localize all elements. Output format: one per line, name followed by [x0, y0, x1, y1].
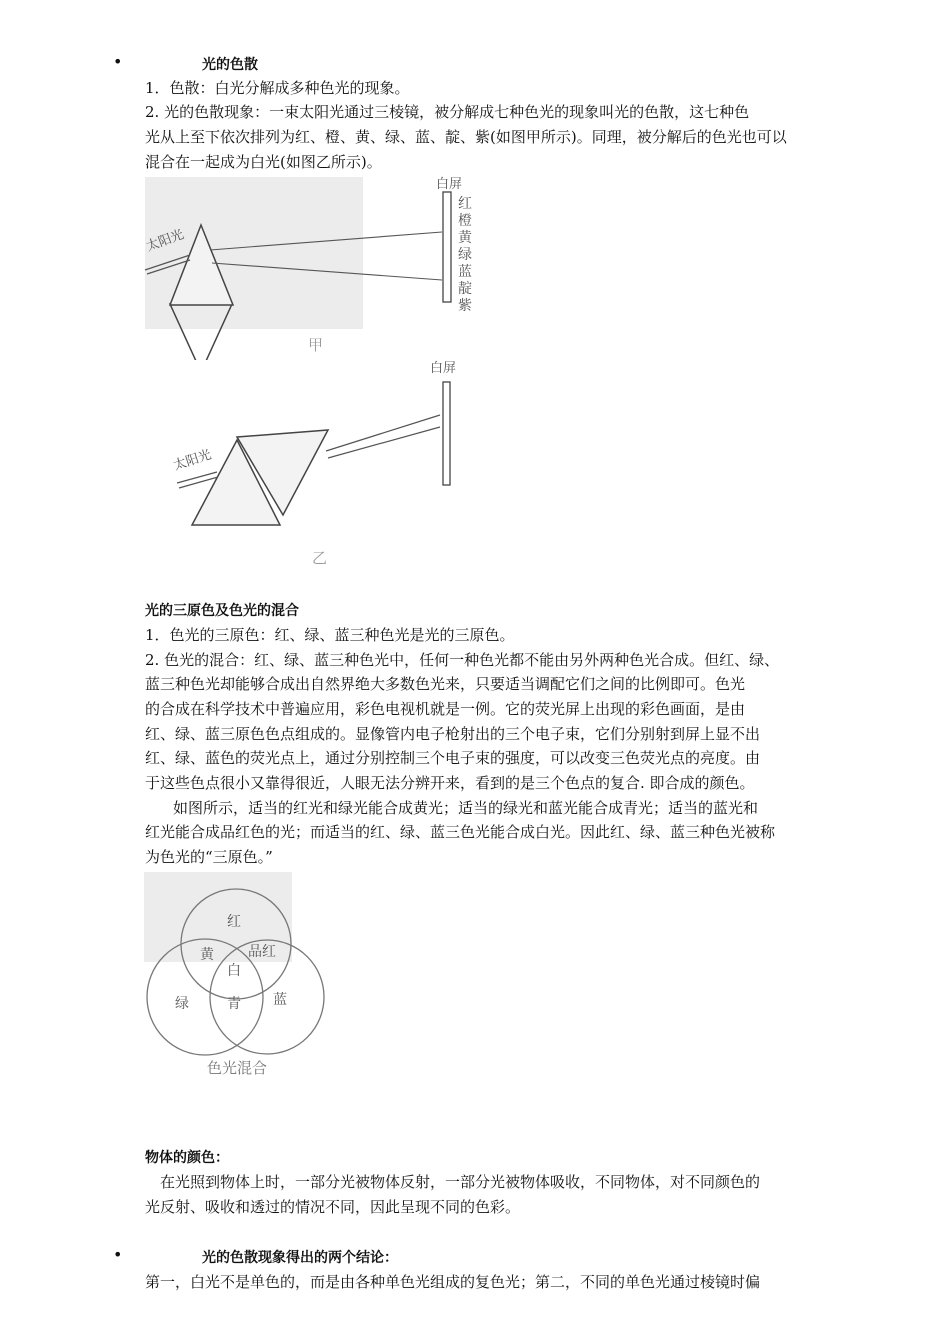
sunlight-label: 太阳光	[171, 447, 214, 474]
paragraph-line: 混合在一起成为白光(如图乙所示)。	[145, 153, 382, 171]
label-cyan: 青	[227, 996, 241, 1012]
spectrum-label: 橙	[458, 213, 472, 229]
paragraph-line: 红、绿、蓝色的荧光点上，通过分别控制三个电子束的强度，可以改变三色荧光点的亮度。由	[145, 749, 761, 767]
paragraph-line: 2. 色光的混合：红、绿、蓝三种色光中，任何一种色光都不能由另外两种色光合成。但红、绿、	[145, 651, 780, 669]
paragraph-line: 光从上至下依次排列为红、橙、黄、绿、蓝、靛、紫(如图甲所示)。同理，被分解后的色光也可以	[145, 128, 787, 146]
figure-prism-dispersion	[140, 175, 490, 360]
figure-caption: 甲	[308, 336, 324, 354]
bullet-marker: •	[113, 1245, 123, 1264]
white-screen	[443, 382, 450, 485]
white-screen	[443, 192, 451, 302]
sunlight-label: 太阳光	[144, 227, 187, 255]
label-green: 绿	[175, 996, 189, 1012]
paragraph-line: 2. 光的色散现象：一束太阳光通过三棱镜，被分解成七种色光的现象叫光的色散，这七种色	[145, 103, 750, 121]
label-red: 红	[227, 914, 241, 930]
paragraph-line: 如图所示，适当的红光和绿光能合成黄光；适当的绿光和蓝光能合成青光；适当的蓝光和	[173, 799, 759, 817]
spectrum-label: 绿	[458, 247, 472, 263]
paragraph-line: 于这些色点很小又靠得很近，人眼无法分辨开来，看到的是三个色点的复合. 即合成的颜色。	[145, 774, 755, 792]
section-title-dispersion: 光的色散	[202, 57, 258, 73]
paragraph-line: 第一，白光不是单色的，而是由各种单色光组成的复色光；第二，不同的单色光通过棱镜时偏	[145, 1273, 761, 1291]
sunlight-ray	[177, 472, 217, 483]
paragraph-line: 在光照到物体上时，一部分光被物体反射，一部分光被物体吸收，不同物体，对不同颜色的	[160, 1173, 761, 1191]
label-magenta: 品红	[248, 944, 276, 960]
paragraph-line: 红光能合成品红色的光；而适当的红、绿、蓝三色光能合成白光。因此红、绿、蓝三种色光被称	[145, 823, 776, 841]
paragraph-line: 光反射、吸收和透过的情况不同，因此呈现不同的色彩。	[145, 1198, 521, 1216]
figure-background	[145, 177, 363, 329]
paragraph-line: 红、绿、蓝三原色色点组成的。显像管内电子枪射出的三个电子束，它们分别射到屏上显不出	[145, 725, 761, 743]
figure-color-mixing	[140, 870, 340, 1085]
figure-caption: 乙	[312, 549, 328, 567]
section-title-primary-colors: 光的三原色及色光的混合	[145, 603, 299, 619]
section-title-object-color: 物体的颜色：	[145, 1150, 229, 1166]
paragraph-line: 蓝三种色光却能够合成出自然界绝大多数色光来，只要适当调配它们之间的比例即可。色光	[145, 675, 746, 693]
paragraph-line: 1．色光的三原色：红、绿、蓝三种色光是光的三原色。	[145, 626, 515, 644]
spectrum-label: 蓝	[458, 264, 472, 280]
white-light-ray	[326, 415, 440, 451]
spectrum-label: 红	[458, 196, 472, 212]
spectrum-labels	[458, 196, 473, 314]
screen-label: 白屏	[436, 177, 463, 192]
figure-caption: 色光混合	[207, 1059, 268, 1077]
label-yellow: 黄	[200, 947, 214, 963]
bullet-marker: •	[113, 52, 123, 71]
figure-prism-recombination	[140, 355, 480, 570]
spectrum-label: 黄	[458, 230, 472, 246]
paragraph-line: 为色光的“三原色。”	[145, 848, 273, 866]
spectrum-label: 紫	[458, 298, 472, 314]
section-title-conclusions: 光的色散现象得出的两个结论：	[202, 1250, 398, 1266]
screen-label: 白屏	[430, 361, 457, 376]
paragraph-line: 1．色散：白光分解成多种色光的现象。	[145, 79, 410, 97]
label-white: 白	[227, 963, 241, 979]
white-light-ray	[328, 427, 440, 458]
spectrum-label: 靛	[458, 281, 472, 297]
label-blue: 蓝	[273, 992, 287, 1008]
paragraph-line: 的合成在科学技术中普遍应用，彩色电视机就是一例。它的荧光屏上出现的彩色画面，是由	[145, 700, 746, 718]
